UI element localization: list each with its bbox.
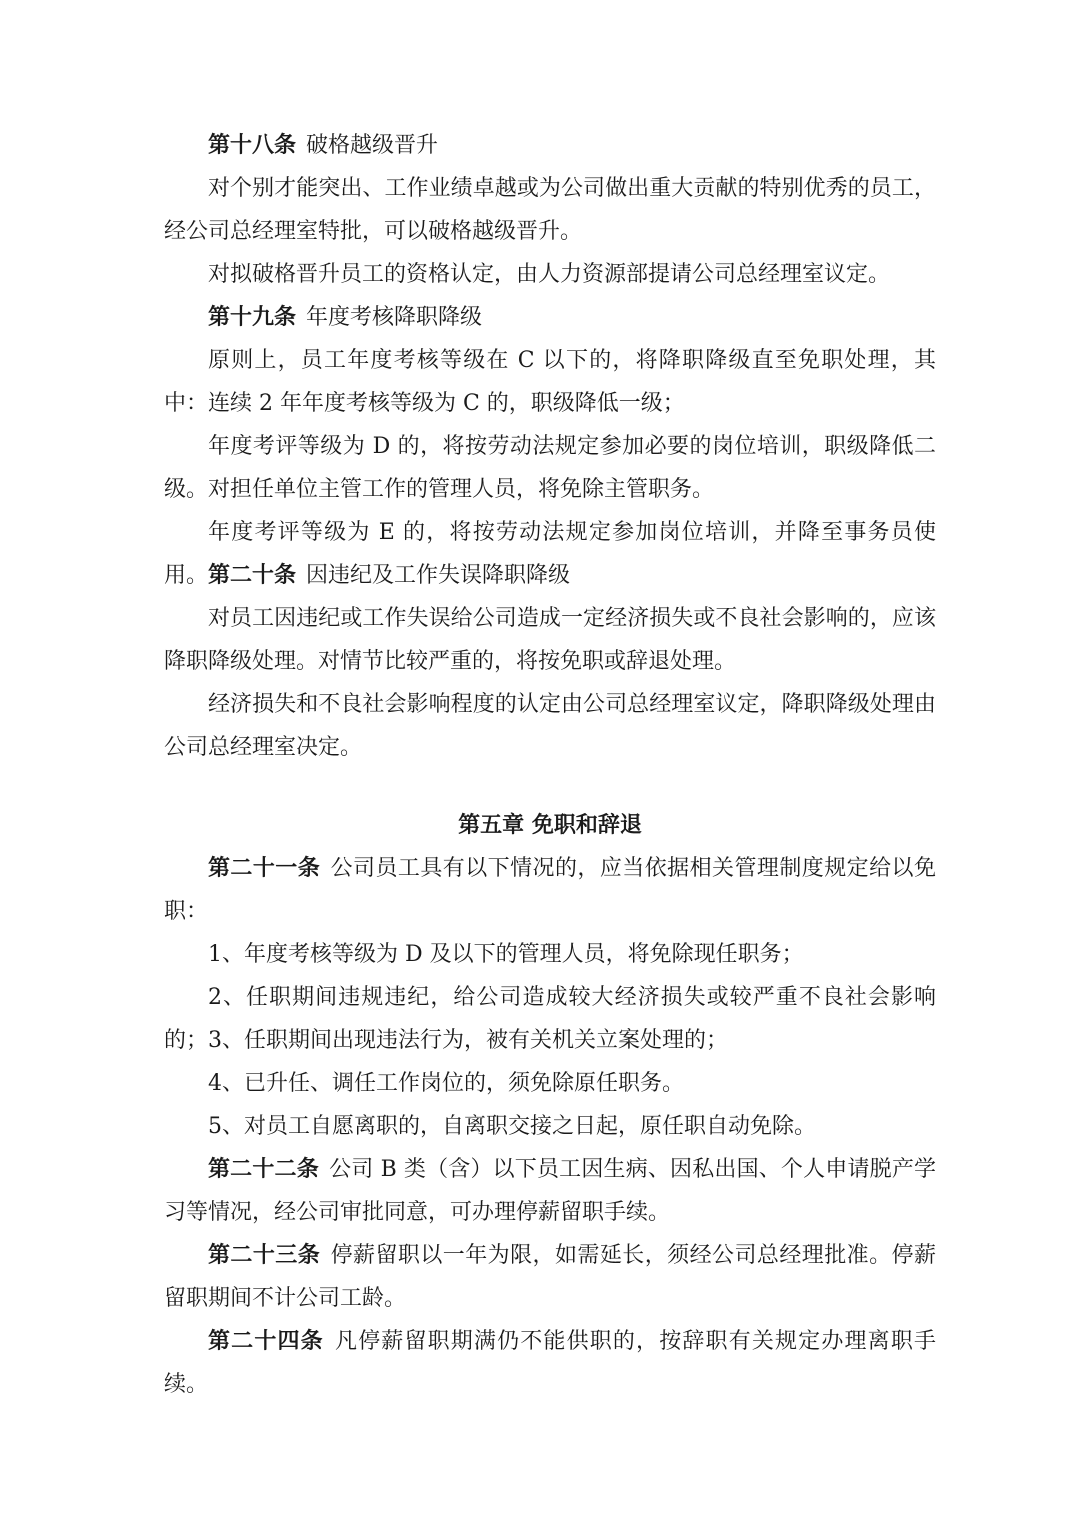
article-20-subject: 因违纪及工作失误降职降级 xyxy=(306,563,571,588)
article-19-para-3: 年度考评等级为 D 的，将按劳动法规定参加必要的岗位培训，职级降低二级。对担任单位主管工作的管理人员，将免除主管职务。 xyxy=(164,434,936,502)
article-22-title: 第二十二条 xyxy=(208,1156,319,1182)
article-21-item-1: 1、年度考核等级为 D 及以下的管理人员，将免除现任职务； xyxy=(208,942,804,967)
article-21-item-3: 3、任职期间出现违法行为，被有关机关立案处理的； xyxy=(208,1028,728,1053)
article-21-title: 第二十一条 xyxy=(208,855,321,881)
chapter-5-title: 第五章 免职和辞退 xyxy=(458,812,642,838)
article-18-title: 第十八条 xyxy=(208,132,297,158)
article-24-text: 凡停薪留职期满仍不能供职的，按辞职有关规定办理离职手续。 xyxy=(164,1329,936,1397)
article-21-text: 公司员工具有以下情况的，应当依据相关管理制度规定给以免职： xyxy=(164,856,936,924)
article-19-subject: 年度考核降职降级 xyxy=(306,305,483,330)
article-18-para-1: 对个别才能突出、工作业绩卓越或为公司做出重大贡献的特别优秀的员工，经公司总经理室特批，可以破格越级晋升。 xyxy=(164,176,936,244)
article-20-title: 第二十条 xyxy=(208,562,297,588)
article-22 xyxy=(164,1148,936,1234)
article-22-text: 公司 B 类（含）以下员工因生病、因私出国、个人申请脱产学习等情况，经公司审批同意，可办理停薪留职手续。 xyxy=(164,1157,936,1225)
article-20-para-2: 经济损失和不良社会影响程度的认定由公司总经理室议定，降职降级处理由公司总经理室决定。 xyxy=(164,692,936,760)
article-20-para-1: 对员工因违纪或工作失误给公司造成一定经济损失或不良社会影响的，应该降职降级处理。对情节比较严重的，将按免职或辞退处理。 xyxy=(164,606,936,674)
article-23-title: 第二十三条 xyxy=(208,1242,321,1268)
article-19-title: 第十九条 xyxy=(208,304,297,330)
article-19-para-4: 年度考评等级为 E 的，将按劳动法规定参加岗位培训，并降至事务员使用。 xyxy=(164,520,936,588)
article-20-heading xyxy=(164,554,936,597)
article-23 xyxy=(164,1234,936,1320)
article-21-item-2: 2、任职期间违规违纪，给公司造成较大经济损失或较严重不良社会影响的； xyxy=(164,985,936,1053)
article-21 xyxy=(164,847,936,933)
article-18-para-2: 对拟破格晋升员工的资格认定，由人力资源部提请公司总经理室议定。 xyxy=(208,262,891,287)
article-19-heading xyxy=(164,296,936,339)
article-24 xyxy=(164,1320,936,1406)
article-18-heading xyxy=(164,124,936,167)
article-19-para-2: 连续 2 年年度考核等级为 C 的，职级降低一级； xyxy=(208,391,685,416)
article-18-subject: 破格越级晋升 xyxy=(306,133,439,158)
article-23-text: 停薪留职以一年为限，如需延长，须经公司总经理批准。停薪留职期间不计公司工龄。 xyxy=(164,1243,936,1311)
article-21-item-5: 5、对员工自愿离职的，自离职交接之日起，原任职自动免除。 xyxy=(208,1114,816,1139)
article-21-item-4: 4、已升任、调任工作岗位的，须免除原任职务。 xyxy=(208,1071,684,1096)
article-19-para-1: 原则上，员工年度考核等级在 C 以下的，将降职降级直至免职处理，其中： xyxy=(164,348,936,416)
article-24-title: 第二十四条 xyxy=(208,1328,324,1354)
